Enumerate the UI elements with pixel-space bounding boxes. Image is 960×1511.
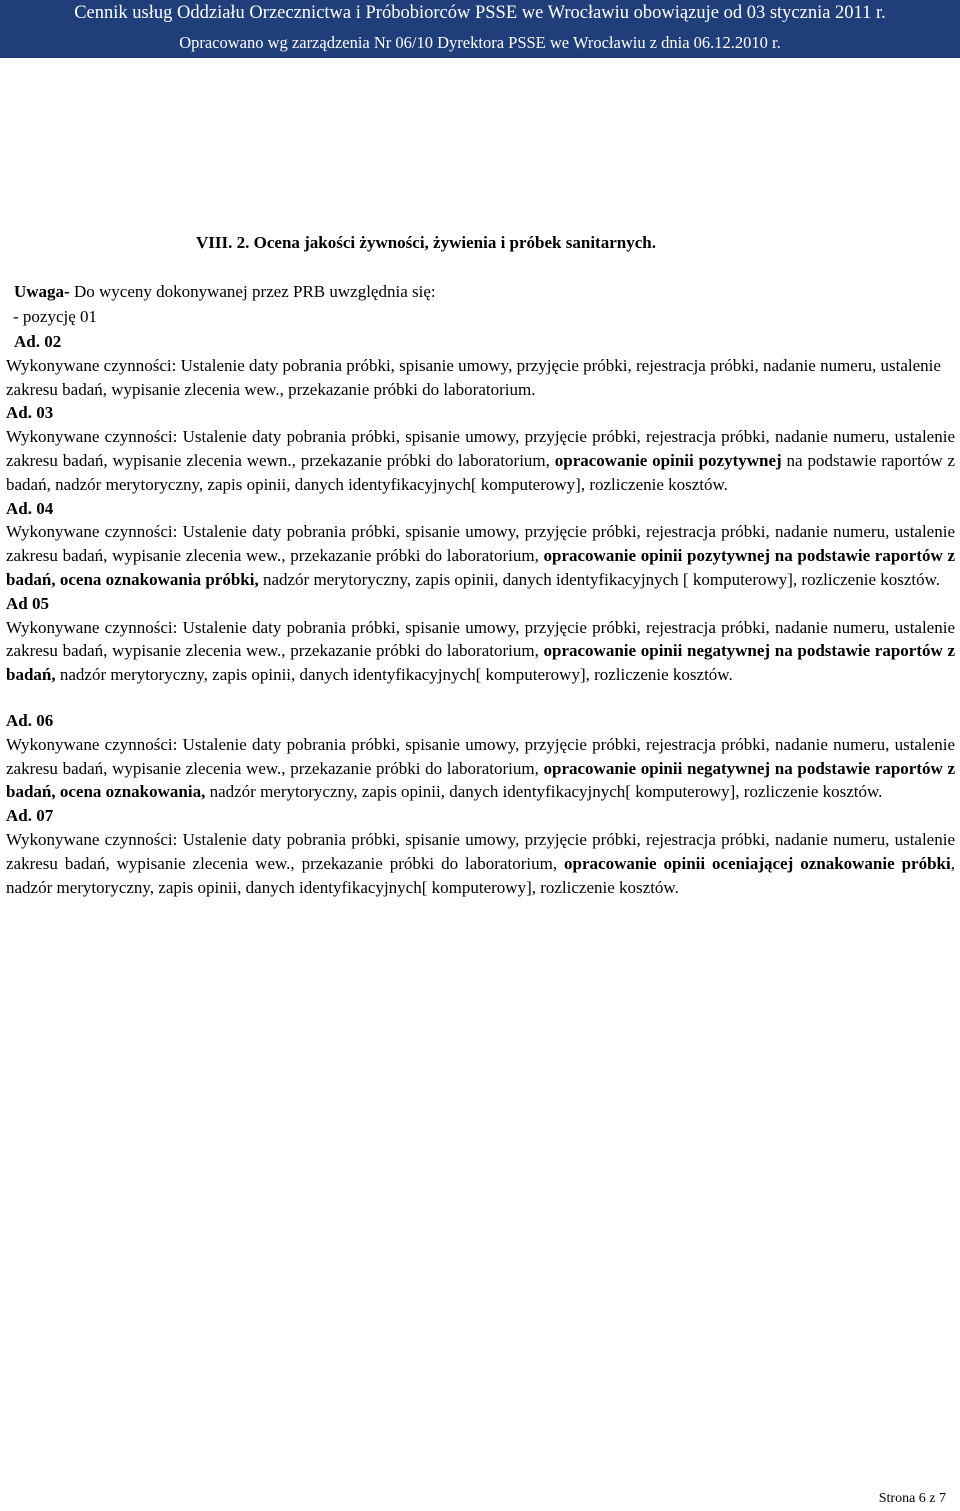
item-text-bold: opracowanie opinii pozytywnej [554,450,782,470]
item-label: Ad 05 [6,593,49,613]
item-description [6,616,955,687]
item-ad-04 [6,497,955,592]
note-item: - pozycję 01 [13,307,98,326]
item-description [6,733,955,804]
item-text-start: Wykonywane czynności: Ustalenie daty pobrania próbki, spisanie umowy, przyjęcie próbki, rejestracja próbki, nadanie numeru, ustalenie zakresu badań, wypisanie zlecenia wewn., przekazanie próbki do laboratorium, [6,427,955,470]
item-description [6,520,955,591]
item-label: Ad. 03 [6,403,54,423]
item-text-start: Wykonywane czynności: Ustalenie daty pobrania próbki, spisanie umowy, przyjęcie próbki, rejestracja próbki, nadanie numeru, ustalenie zakresu badań, wypisanie zlecenia wew., przekazanie próbki do laboratorium, [6,829,955,873]
note-text: Do wyceny dokonywanej przez PRB uwzględnia się: [69,282,436,301]
item-text-bold: opracowanie opinii negatywnej na podstawie raportów z badań, ocena oznakowania, [6,758,955,802]
item-ad-06 [6,709,955,804]
item-text-end: nadzór merytoryczny, zapis opinii, danych identyfikacyjnych [ komputerowy], rozliczenie kosztów. [258,569,941,589]
item-ad-05 [6,592,955,687]
item-description: Wykonywane czynności: Ustalenie daty pobrania próbki, spisanie umowy, przyjęcie próbki, rejestracja próbki, nadanie numeru, ustalenie zakresu badań, wypisanie zlecenia wew., przekazanie próbki do laboratorium. [6,355,941,399]
item-text-bold: opracowanie opinii negatywnej na podstawie raportów z badań, [6,641,955,685]
item-ad-07 [6,804,955,899]
item-ad-02 [6,330,955,401]
item-text-start: Wykonywane czynności: Ustalenie daty pobrania próbki, spisanie umowy, przyjęcie próbki, rejestracja próbki, nadanie numeru, ustalenie zakresu badań, wypisanie zlecenia wew., przekazanie próbki do laboratorium, [6,522,955,566]
note-label: Uwaga- [14,282,70,301]
section-title: VIII. 2. Ocena jakości żywności, żywienia i próbek sanitarnych. [196,233,656,252]
item-text-bold: opracowanie opinii pozytywnej na podstawie raportów z badań, ocena oznakowania próbki, [6,546,955,589]
item-text-end: na podstawie raportów z badań, nadzór merytoryczny, zapis opinii, danych identyfikacyjnych[ komputerowy], rozliczenie kosztów. [6,450,955,494]
item-description [6,828,955,899]
paragraph-spacer [6,687,955,709]
item-ad-03 [6,401,955,496]
note-line [14,282,436,302]
item-text-end: nadzór merytoryczny, zapis opinii, danych identyfikacyjnych[ komputerowy], rozliczenie kosztów. [205,782,883,802]
page-number: Strona 6 z 7 [878,1491,946,1506]
header-pricelist-title: Cennik usług Oddziału Orzecznictwa i Próbobiorców PSSE we Wrocławiu obowiązuje od 03 stycznia 2011 r. [74,3,886,23]
item-text-bold: opracowanie opinii oceniającej oznakowanie próbki [564,853,951,873]
item-text-end: nadzór merytoryczny, zapis opinii, danych identyfikacyjnych[ komputerowy], rozliczenie kosztów. [55,665,733,685]
header-regulation-note: Opracowano wg zarządzenia Nr 06/10 Dyrektora PSSE we Wrocławiu z dnia 06.12.2010 r. [179,33,781,52]
item-text-start: Wykonywane czynności: Ustalenie daty pobrania próbki, spisanie umowy, przyjęcie próbki, rejestracja próbki, nadanie numeru, ustalenie zakresu badań, wypisanie zlecenia wew., przekazanie próbki do laboratorium, [6,617,955,661]
item-text-start: Wykonywane czynności: Ustalenie daty pobrania próbki, spisanie umowy, przyjęcie próbki, rejestracja próbki, nadanie numeru, ustalenie zakresu badań, wypisanie zlecenia wew., przekazanie próbki do laboratorium, [6,734,955,778]
item-label: Ad. 06 [6,710,54,730]
item-text-end: , nadzór merytoryczny, zapis opinii, danych identyfikacyjnych[ komputerowy], rozliczenie kosztów. [6,853,955,897]
item-label: Ad. 07 [6,806,54,826]
item-description [6,425,955,496]
document-header [0,0,960,58]
document-body [6,330,955,899]
item-label: Ad. 02 [14,332,62,351]
item-label: Ad. 04 [6,498,54,518]
